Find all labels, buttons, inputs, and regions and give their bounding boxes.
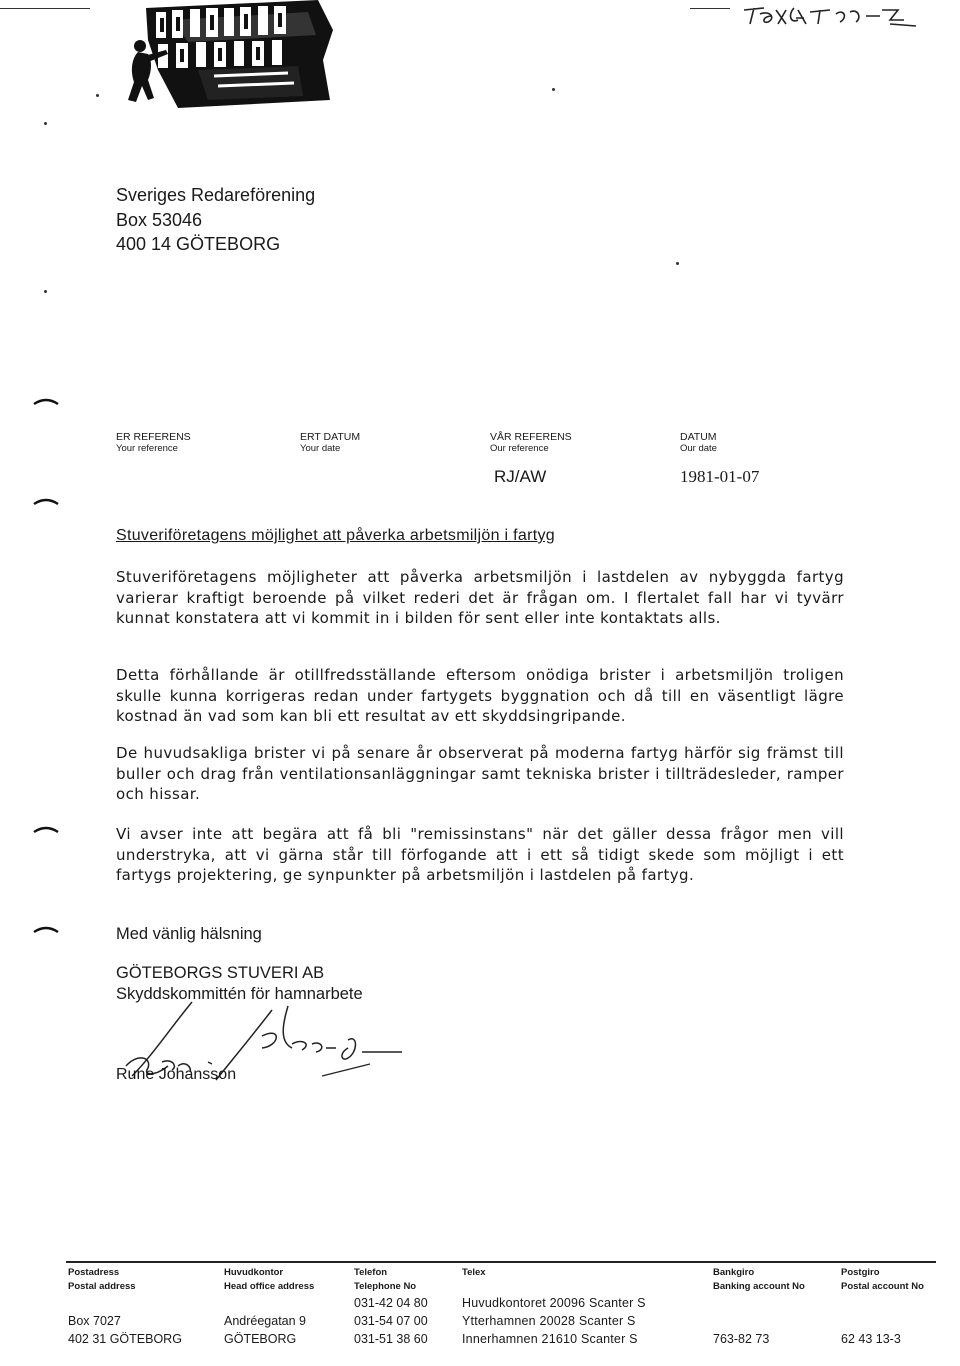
closing-committee: Skyddskommittén för hamnarbete [116,985,363,1003]
handwritten-note [740,2,920,32]
ref-your-date: ERT DATUM Your date [300,431,361,454]
body-paragraph-4: Vi avser inte att begära att få bli "remissinstans" när det gäller dessa frågor men vill understryka, att vi gärna står till förfogande att i ett så tidigt skede som möjligt i ett fartygs projektering, ge synpunkter på arbetsmiljön i lastdelen på fartyg. [116,825,844,884]
margin-mark [32,396,60,406]
closing-greeting: Med vänlig hälsning [116,925,262,943]
footer-telephone: Telefon Telephone No 031-42 04 80 031-54 07 00 031-51 38 60 [354,1267,428,1346]
recipient-city: 400 14 GÖTEBORG [116,234,281,254]
scan-speck [96,94,99,97]
our-reference-value: RJ/AW [494,467,547,486]
scan-speck [552,88,555,91]
recipient-address [116,183,315,257]
scan-line-left [0,8,90,9]
footer-telex: Telex Huvudkontoret 20096 Scanter S Ytterhamnen 20028 Scanter S Innerhamnen 21610 Scanter S [462,1267,646,1346]
our-date-value: 1981-01-07 [680,467,760,486]
recipient-box: Box 53046 [116,209,203,230]
scan-speck [676,262,679,265]
margin-mark [32,496,60,506]
ref-our-date: DATUM Our date [680,431,717,454]
footer-postal-address: Postadress Postal address Box 7027 402 31 GÖTEBORG [68,1267,182,1346]
signer-name: Rune Johansson [116,1066,237,1083]
footer-postgiro: Postgiro Postal account No 62 43 13-3 [841,1267,924,1346]
body-paragraph-3: De huvudsakliga brister vi på senare år observerat på moderna fartyg härför sig främst till buller och drag från ventilationsanläggningar samt tekniska brister i tillträdesleder, ramper och hissar. [116,744,844,803]
footer-divider [66,1261,936,1263]
company-logo [118,0,333,112]
ref-your-reference: ER REFERENS Your reference [116,431,191,454]
footer-head-office: Huvudkontor Head office address Andréegatan 9 GÖTEBORG [224,1267,315,1346]
scan-speck [44,290,47,293]
scan-line-right [690,8,730,9]
ref-our-reference: VÅR REFERENS Our reference [490,431,572,454]
recipient-name: Sveriges Redareförening [116,185,316,205]
margin-mark [32,824,60,834]
closing-company: GÖTEBORGS STUVERI AB [116,964,325,982]
margin-mark [32,924,60,934]
footer-bankgiro: Bankgiro Banking account No 763-82 73 [713,1267,805,1346]
scan-speck [44,122,47,125]
body-paragraph-1: Stuveriföretagens möjligheter att påverka arbetsmiljön i lastdelen av nybyggda fartyg varierar kraftigt beroende på vilket rederi det är frågan om. I flertalet fall har vi tyvärr kunnat konstatera att vi kommit in i bilden för sent eller inte kontaktats alls. [116,568,844,627]
letter-subject: Stuveriföretagens möjlighet att påverka arbetsmiljön i fartyg [116,527,555,544]
body-paragraph-2: Detta förhållande är otillfredsställande eftersom onödiga brister i arbetsmiljön troligen skulle kunna korrigeras redan under fartygets byggnation och då till en väsentligt lägre kostnad än vad som kan bli ett resultat av ett skyddsingripande. [116,666,844,725]
